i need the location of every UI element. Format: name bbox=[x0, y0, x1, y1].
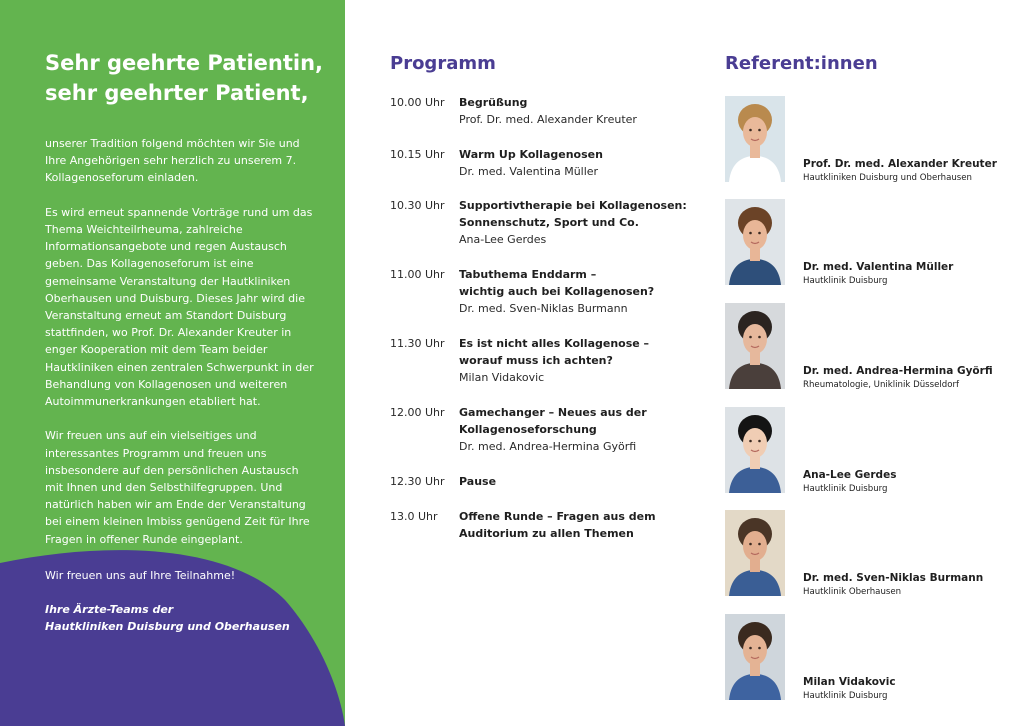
photo-eye bbox=[758, 336, 761, 339]
photo-face bbox=[743, 428, 767, 458]
letter-paragraph: Es wird erneut spannende Vorträge rund um das Thema Weichteilrheuma, zahlreiche Informationsangebote und regen Austausch geben. Das Kollagenoseforum ist eine gemeinsame Veranstaltung der Hautkliniken Oberhausen und Duisburg. Dieses Jahr wird die Veranstaltung erneut am Standort Duisburg stattfinden, wo Prof. Dr. Alexander Kreuter in enger Kooperation mit dem Team beider Hautkliniken einen zentralen Schwerpunkt in der Behandlung von Kollagenosen und weiteren Autoimmunerkrankungen etabliert hat. bbox=[45, 205, 314, 409]
schedule-title-line: Tabuthema Enddarm – bbox=[459, 268, 597, 281]
speaker-photo bbox=[725, 614, 785, 700]
photo-eye bbox=[749, 232, 752, 235]
schedule-title bbox=[459, 473, 699, 490]
schedule-time: 10.15 Uhr bbox=[390, 148, 445, 161]
speaker-name: Dr. med. Sven-Niklas Burmann bbox=[803, 572, 984, 584]
schedule-speaker: Dr. med. Valentina Müller bbox=[459, 165, 599, 179]
speaker-card bbox=[725, 303, 1015, 393]
schedule-speaker: Dr. med. Sven-Niklas Burmann bbox=[459, 302, 628, 316]
schedule-title bbox=[459, 404, 699, 438]
photo-face bbox=[743, 531, 767, 561]
schedule-title-line: Pause bbox=[459, 475, 497, 488]
schedule-title-line: Offene Runde – Fragen aus dem bbox=[459, 510, 656, 523]
greeting-line: Sehr geehrte Patientin, bbox=[45, 51, 323, 75]
schedule-title bbox=[459, 146, 699, 163]
schedule-title bbox=[459, 508, 699, 542]
speakers-heading: Referent:innen bbox=[725, 53, 878, 74]
speaker-affiliation: Hautklinik Duisburg bbox=[803, 691, 888, 701]
invitation-panel bbox=[0, 0, 345, 726]
speaker-card bbox=[725, 407, 1015, 497]
schedule-time: 13.0 Uhr bbox=[390, 510, 438, 523]
schedule-title bbox=[459, 197, 699, 231]
schedule-speaker: Milan Vidakovic bbox=[459, 371, 545, 385]
speaker-name: Ana-Lee Gerdes bbox=[803, 469, 897, 481]
letter-paragraph: unserer Tradition folgend möchten wir Sie und Ihre Angehörigen sehr herzlich zu unserem 7. Kollagenoseforum einladen. bbox=[45, 137, 300, 185]
photo-eye bbox=[749, 336, 752, 339]
speaker-card bbox=[725, 96, 1015, 186]
speaker-affiliation: Hautklinik Oberhausen bbox=[803, 587, 902, 597]
schedule-title-line: Begrüßung bbox=[459, 96, 528, 109]
photo-eye bbox=[758, 647, 761, 650]
greeting-heading bbox=[45, 48, 335, 108]
schedule-title bbox=[459, 94, 699, 111]
speaker-name: Milan Vidakovic bbox=[803, 676, 896, 688]
closing-thanks: Wir freuen uns auf Ihre Teilnahme! bbox=[45, 569, 236, 582]
speaker-card bbox=[725, 614, 1015, 704]
schedule-time: 12.30 Uhr bbox=[390, 475, 445, 488]
greeting-line: sehr geehrter Patient, bbox=[45, 81, 309, 105]
schedule-title-line: Kollagenoseforschung bbox=[459, 423, 597, 437]
photo-eye bbox=[749, 129, 752, 132]
signature-line: Hautkliniken Duisburg und Oberhausen bbox=[45, 620, 290, 634]
speaker-name: Dr. med. Andrea-Hermina Györfi bbox=[803, 365, 993, 377]
schedule-time: 11.30 Uhr bbox=[390, 337, 445, 350]
photo-eye bbox=[758, 440, 761, 443]
speaker-affiliation: Hautklinik Duisburg bbox=[803, 484, 888, 494]
schedule-time: 11.00 Uhr bbox=[390, 268, 445, 281]
schedule-title-line: Warm Up Kollagenosen bbox=[459, 148, 603, 161]
photo-face bbox=[743, 220, 767, 250]
schedule-title-line: Es ist nicht alles Kollagenose – bbox=[459, 337, 650, 350]
schedule-speaker: Ana-Lee Gerdes bbox=[459, 233, 547, 247]
schedule-time: 10.00 Uhr bbox=[390, 96, 445, 109]
speaker-name: Dr. med. Valentina Müller bbox=[803, 261, 954, 273]
speaker-affiliation: Hautklinik Duisburg bbox=[803, 276, 888, 286]
schedule-title-line: wichtig auch bei Kollagenosen? bbox=[459, 285, 655, 299]
photo-eye bbox=[749, 440, 752, 443]
photo-eye bbox=[749, 647, 752, 650]
signature bbox=[45, 601, 335, 635]
schedule-time: 10.30 Uhr bbox=[390, 199, 445, 212]
photo-face bbox=[743, 117, 767, 147]
schedule-title-line: Gamechanger – Neues aus der bbox=[459, 406, 647, 419]
photo-eye bbox=[758, 543, 761, 546]
schedule-speaker: Dr. med. Andrea-Hermina Györfi bbox=[459, 440, 637, 454]
signature-line: Ihre Ärzte-Teams der bbox=[45, 603, 174, 617]
schedule-time: 12.00 Uhr bbox=[390, 406, 445, 419]
letter-closing bbox=[45, 567, 335, 636]
schedule-title-line: Supportivtherapie bei Kollagenosen: bbox=[459, 199, 687, 212]
speaker-name: Prof. Dr. med. Alexander Kreuter bbox=[803, 158, 997, 170]
photo-eye bbox=[758, 129, 761, 132]
schedule-title-line: worauf muss ich achten? bbox=[459, 354, 613, 368]
speaker-affiliation: Hautkliniken Duisburg und Oberhausen bbox=[803, 173, 973, 183]
speaker-photo bbox=[725, 96, 785, 182]
speaker-card bbox=[725, 510, 1015, 600]
speaker-photo bbox=[725, 303, 785, 389]
photo-eye bbox=[758, 232, 761, 235]
photo-face bbox=[743, 324, 767, 354]
schedule-title-line: Auditorium zu allen Themen bbox=[459, 527, 634, 541]
photo-eye bbox=[749, 543, 752, 546]
speaker-affiliation: Rheumatologie, Uniklinik Düsseldorf bbox=[803, 380, 960, 390]
speaker-photo bbox=[725, 199, 785, 285]
letter-paragraph: Wir freuen uns auf ein vielseitiges und interessantes Programm und freuen uns insbesondere auf den persönlichen Austausch mit Ihnen und den Selbsthilfegruppen. Und natürlich haben wir am Ende der Veranstaltung bei einem kleinen Imbiss genügend Zeit für Ihre Fragen in offener Runde eingeplant. bbox=[45, 429, 310, 546]
schedule-title bbox=[459, 335, 699, 369]
program-heading: Programm bbox=[390, 53, 496, 74]
speaker-card bbox=[725, 199, 1015, 289]
schedule-speaker: Prof. Dr. med. Alexander Kreuter bbox=[459, 113, 637, 127]
speaker-photo bbox=[725, 407, 785, 493]
photo-face bbox=[743, 635, 767, 665]
schedule-title-line: Sonnenschutz, Sport und Co. bbox=[459, 216, 639, 230]
schedule-title bbox=[459, 266, 699, 300]
letter-body bbox=[45, 135, 320, 565]
speaker-photo bbox=[725, 510, 785, 596]
